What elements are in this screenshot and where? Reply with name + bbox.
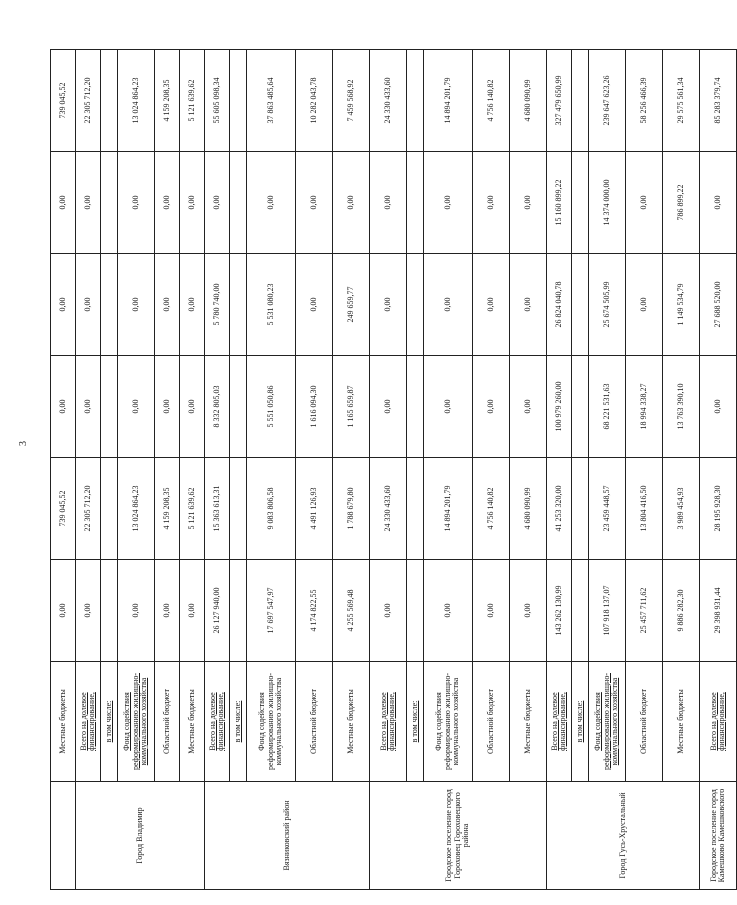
value-cell: 0,00 bbox=[473, 254, 510, 356]
total-cell: 4 159 208,35 bbox=[155, 50, 180, 152]
value-cell: 0,00 bbox=[510, 560, 547, 662]
total-cell: 37 863 485,64 bbox=[247, 50, 296, 152]
value-cell: 0,00 bbox=[296, 254, 333, 356]
value-cell: 14 894 201,79 bbox=[424, 458, 473, 560]
value-cell: 0,00 bbox=[155, 356, 180, 458]
value-cell: 4 491 126,93 bbox=[296, 458, 333, 560]
value-cell: 14 374 000,00 bbox=[589, 152, 626, 254]
value-cell: 0,00 bbox=[626, 254, 663, 356]
territory-cell bbox=[51, 782, 76, 890]
value-cell: 25 674 505,99 bbox=[589, 254, 626, 356]
value-cell: 0,00 bbox=[424, 560, 473, 662]
table-row bbox=[407, 50, 424, 890]
value-cell: 0,00 bbox=[370, 152, 407, 254]
value-cell bbox=[572, 254, 589, 356]
total-cell: 58 256 466,39 bbox=[626, 50, 663, 152]
table-row bbox=[247, 50, 296, 890]
value-cell: 13 763 390,10 bbox=[663, 356, 700, 458]
value-cell bbox=[572, 356, 589, 458]
row-label: в том числе: bbox=[230, 662, 247, 782]
table-row bbox=[424, 50, 473, 890]
row-label: в том числе: bbox=[101, 662, 118, 782]
value-cell: 0,00 bbox=[76, 152, 101, 254]
value-cell: 4 159 208,35 bbox=[155, 458, 180, 560]
value-cell: 9 083 806,58 bbox=[247, 458, 296, 560]
table-row bbox=[333, 50, 370, 890]
value-cell: 3 989 454,93 bbox=[663, 458, 700, 560]
value-cell bbox=[230, 356, 247, 458]
territory-cell: Город Владимир bbox=[76, 782, 205, 890]
value-cell: 13 024 864,23 bbox=[118, 458, 155, 560]
row-label: Фонд содействия реформированию жилищно-коммунального хозяйства bbox=[424, 662, 473, 782]
table-row bbox=[296, 50, 333, 890]
territory-cell: Вязниковский район bbox=[205, 782, 370, 890]
total-cell: 5 121 639,62 bbox=[180, 50, 205, 152]
page-number: 3 bbox=[18, 441, 29, 446]
table-row bbox=[589, 50, 626, 890]
row-label: Областной бюджет bbox=[296, 662, 333, 782]
total-cell bbox=[101, 50, 118, 152]
value-cell: 0,00 bbox=[118, 560, 155, 662]
total-cell: 239 647 623,26 bbox=[589, 50, 626, 152]
value-cell: 8 332 805,03 bbox=[205, 356, 230, 458]
value-cell: 5 780 740,00 bbox=[205, 254, 230, 356]
value-cell: 24 330 433,60 bbox=[370, 458, 407, 560]
table-row bbox=[51, 50, 76, 890]
row-label: Областной бюджет bbox=[155, 662, 180, 782]
total-cell: 4 756 140,82 bbox=[473, 50, 510, 152]
value-cell: 26 127 940,00 bbox=[205, 560, 230, 662]
value-cell: 5 531 080,23 bbox=[247, 254, 296, 356]
value-cell: 0,00 bbox=[205, 152, 230, 254]
row-label: Фонд содействия реформированию жилищно-коммунального хозяйства bbox=[247, 662, 296, 782]
value-cell: 5 121 639,62 bbox=[180, 458, 205, 560]
table-row bbox=[101, 50, 118, 890]
row-label: Всего на долевое финансирование, bbox=[205, 662, 230, 782]
total-cell: 7 459 568,92 bbox=[333, 50, 370, 152]
table-row bbox=[155, 50, 180, 890]
row-label: Всего на долевое финансирование, bbox=[547, 662, 572, 782]
value-cell: 0,00 bbox=[51, 152, 76, 254]
value-cell: 17 697 547,97 bbox=[247, 560, 296, 662]
row-label: Местные бюджеты bbox=[333, 662, 370, 782]
value-cell: 13 804 416,50 bbox=[626, 458, 663, 560]
value-cell bbox=[101, 356, 118, 458]
table-row bbox=[76, 50, 101, 890]
row-label: Фонд содействия реформированию жилищно-коммунального хозяйства bbox=[118, 662, 155, 782]
value-cell: 29 398 931,44 bbox=[700, 560, 737, 662]
value-cell bbox=[101, 560, 118, 662]
row-label: в том числе: bbox=[572, 662, 589, 782]
value-cell bbox=[407, 458, 424, 560]
total-cell: 22 305 712,20 bbox=[76, 50, 101, 152]
value-cell: 0,00 bbox=[626, 152, 663, 254]
table-row bbox=[572, 50, 589, 890]
value-cell: 0,00 bbox=[370, 254, 407, 356]
row-label: Местные бюджеты bbox=[510, 662, 547, 782]
row-label: Всего на долевое финансирование, bbox=[370, 662, 407, 782]
value-cell: 0,00 bbox=[76, 560, 101, 662]
total-cell: 85 283 379,74 bbox=[700, 50, 737, 152]
value-cell bbox=[230, 560, 247, 662]
value-cell: 41 253 320,00 bbox=[547, 458, 572, 560]
value-cell: 0,00 bbox=[51, 254, 76, 356]
value-cell: 0,00 bbox=[510, 152, 547, 254]
value-cell: 786 899,22 bbox=[663, 152, 700, 254]
value-cell: 0,00 bbox=[76, 254, 101, 356]
total-cell: 4 680 090,99 bbox=[510, 50, 547, 152]
value-cell: 0,00 bbox=[370, 356, 407, 458]
value-cell: 1 788 679,80 bbox=[333, 458, 370, 560]
value-cell: 0,00 bbox=[180, 254, 205, 356]
value-cell: 0,00 bbox=[424, 152, 473, 254]
value-cell: 0,00 bbox=[473, 152, 510, 254]
value-cell bbox=[572, 560, 589, 662]
value-cell: 18 994 338,27 bbox=[626, 356, 663, 458]
value-cell: 15 363 613,31 bbox=[205, 458, 230, 560]
value-cell: 0,00 bbox=[180, 356, 205, 458]
value-cell bbox=[230, 254, 247, 356]
value-cell: 0,00 bbox=[424, 356, 473, 458]
table-row bbox=[180, 50, 205, 890]
total-cell bbox=[407, 50, 424, 152]
value-cell: 0,00 bbox=[510, 254, 547, 356]
value-cell: 0,00 bbox=[424, 254, 473, 356]
value-cell: 26 824 040,78 bbox=[547, 254, 572, 356]
value-cell: 5 551 050,86 bbox=[247, 356, 296, 458]
territory-cell: Городское поселение город Камешково Камешковского bbox=[700, 782, 737, 890]
value-cell bbox=[230, 458, 247, 560]
value-cell: 28 195 928,30 bbox=[700, 458, 737, 560]
value-cell: 0,00 bbox=[473, 356, 510, 458]
value-cell: 249 659,77 bbox=[333, 254, 370, 356]
value-cell: 22 305 712,20 bbox=[76, 458, 101, 560]
value-cell: 739 045,52 bbox=[51, 458, 76, 560]
funding-table bbox=[50, 49, 737, 890]
table-row bbox=[510, 50, 547, 890]
value-cell bbox=[230, 152, 247, 254]
total-cell: 55 605 098,34 bbox=[205, 50, 230, 152]
value-cell: 0,00 bbox=[118, 152, 155, 254]
row-label: в том числе: bbox=[407, 662, 424, 782]
table-row bbox=[473, 50, 510, 890]
value-cell: 0,00 bbox=[118, 254, 155, 356]
value-cell: 68 221 531,63 bbox=[589, 356, 626, 458]
value-cell: 0,00 bbox=[180, 152, 205, 254]
value-cell: 143 262 130,99 bbox=[547, 560, 572, 662]
table-row bbox=[118, 50, 155, 890]
value-cell: 4 255 569,48 bbox=[333, 560, 370, 662]
value-cell: 0,00 bbox=[333, 152, 370, 254]
row-label: Местные бюджеты bbox=[663, 662, 700, 782]
value-cell: 0,00 bbox=[155, 254, 180, 356]
value-cell bbox=[572, 458, 589, 560]
row-label: Всего на долевое финансирование, bbox=[76, 662, 101, 782]
value-cell: 0,00 bbox=[180, 560, 205, 662]
table-row bbox=[626, 50, 663, 890]
value-cell: 1 165 659,87 bbox=[333, 356, 370, 458]
value-cell: 15 160 899,22 bbox=[547, 152, 572, 254]
value-cell bbox=[407, 152, 424, 254]
total-cell bbox=[572, 50, 589, 152]
value-cell bbox=[101, 254, 118, 356]
table-row bbox=[700, 50, 737, 890]
row-label: Фонд содействия реформированию жилищно-коммунального хозяйства bbox=[589, 662, 626, 782]
value-cell bbox=[101, 458, 118, 560]
row-label: Местные бюджеты bbox=[180, 662, 205, 782]
value-cell: 27 688 520,00 bbox=[700, 254, 737, 356]
total-cell: 29 575 561,34 bbox=[663, 50, 700, 152]
value-cell: 0,00 bbox=[51, 356, 76, 458]
value-cell: 100 979 260,00 bbox=[547, 356, 572, 458]
table-row bbox=[370, 50, 407, 890]
total-cell: 14 894 201,79 bbox=[424, 50, 473, 152]
value-cell: 0,00 bbox=[700, 152, 737, 254]
total-cell: 13 024 864,23 bbox=[118, 50, 155, 152]
value-cell: 23 459 448,57 bbox=[589, 458, 626, 560]
value-cell bbox=[407, 560, 424, 662]
value-cell: 0,00 bbox=[370, 560, 407, 662]
value-cell bbox=[407, 356, 424, 458]
value-cell: 4 174 822,55 bbox=[296, 560, 333, 662]
value-cell: 0,00 bbox=[700, 356, 737, 458]
table-row bbox=[230, 50, 247, 890]
value-cell bbox=[407, 254, 424, 356]
value-cell: 0,00 bbox=[118, 356, 155, 458]
territory-cell: Город Гусь-Хрустальный bbox=[547, 782, 700, 890]
total-cell: 739 045,52 bbox=[51, 50, 76, 152]
territory-cell: Городское поселение город Гороховец Гороховецкого района bbox=[370, 782, 547, 890]
value-cell: 0,00 bbox=[155, 152, 180, 254]
value-cell: 0,00 bbox=[296, 152, 333, 254]
value-cell: 0,00 bbox=[473, 560, 510, 662]
value-cell: 0,00 bbox=[510, 356, 547, 458]
table-row bbox=[547, 50, 572, 890]
value-cell: 9 886 282,30 bbox=[663, 560, 700, 662]
total-cell bbox=[230, 50, 247, 152]
value-cell: 4 680 090,99 bbox=[510, 458, 547, 560]
value-cell: 0,00 bbox=[155, 560, 180, 662]
funding-table-sheet bbox=[50, 50, 726, 890]
value-cell: 0,00 bbox=[247, 152, 296, 254]
total-cell: 327 479 650,99 bbox=[547, 50, 572, 152]
row-label: Местные бюджеты bbox=[51, 662, 76, 782]
total-cell: 24 330 433,60 bbox=[370, 50, 407, 152]
value-cell bbox=[101, 152, 118, 254]
value-cell: 1 616 094,30 bbox=[296, 356, 333, 458]
value-cell: 1 149 534,79 bbox=[663, 254, 700, 356]
value-cell: 4 756 140,82 bbox=[473, 458, 510, 560]
value-cell: 0,00 bbox=[76, 356, 101, 458]
value-cell: 25 457 711,62 bbox=[626, 560, 663, 662]
value-cell: 0,00 bbox=[51, 560, 76, 662]
row-label: Всего на долевое финансирование, bbox=[700, 662, 737, 782]
value-cell bbox=[572, 152, 589, 254]
row-label: Областной бюджет bbox=[473, 662, 510, 782]
value-cell: 107 918 137,07 bbox=[589, 560, 626, 662]
row-label: Областной бюджет bbox=[626, 662, 663, 782]
total-cell: 10 282 043,78 bbox=[296, 50, 333, 152]
table-row bbox=[205, 50, 230, 890]
table-row bbox=[663, 50, 700, 890]
